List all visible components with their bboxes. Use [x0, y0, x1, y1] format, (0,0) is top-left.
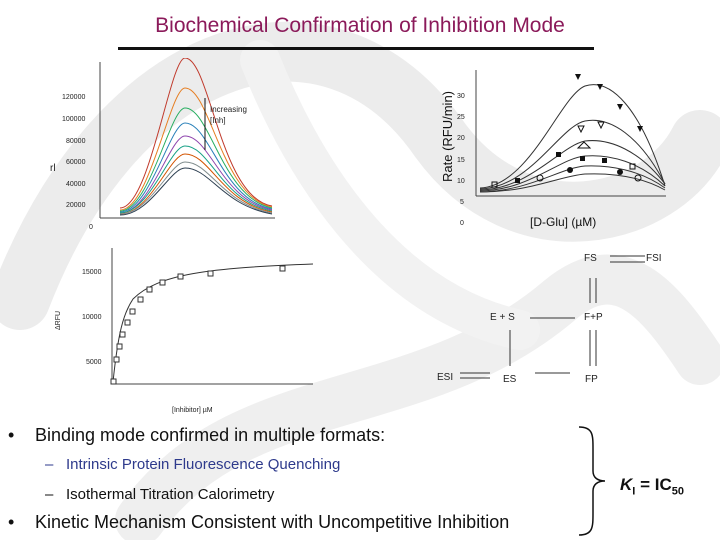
binding-point [117, 344, 122, 349]
sub-bullet-dash: – [45, 456, 54, 473]
kinetic-mechanism-diagram [430, 248, 690, 393]
spectrum-curve [120, 58, 272, 208]
binding-point [130, 309, 135, 314]
rate-point [597, 84, 603, 90]
species-fsi: FSI [646, 253, 662, 264]
rate-y-tick: 20 [457, 135, 465, 142]
spectrum-curve [120, 154, 272, 214]
spectra-y-tick: 80000 [66, 138, 86, 145]
title-underline [118, 47, 594, 50]
bullet-dot: • [8, 425, 15, 445]
rate-y-label: Rate (RFU/min) [440, 90, 455, 182]
rate-y-tick: 5 [460, 199, 464, 206]
sub-bullet-fluorescence: Intrinsic Protein Fluorescence Quenching [66, 456, 341, 473]
rate-y-tick: 0 [460, 220, 464, 227]
rate-point [567, 167, 573, 173]
binding-point [114, 357, 119, 362]
bullet-dot: • [8, 512, 15, 532]
spectra-curves [120, 58, 272, 215]
ki-equals-ic50 [620, 475, 684, 497]
binding-point [178, 274, 183, 279]
rate-fit-curves [480, 85, 665, 192]
spectra-y-tick: 20000 [66, 202, 86, 209]
sub-bullet-itc: Isothermal Titration Calorimetry [66, 486, 275, 503]
species-e-plus-s: E + S [490, 312, 515, 323]
binding-x-label: [Inhibitor] µM [172, 407, 213, 414]
rate-y-tick: 25 [457, 114, 465, 121]
fluorescence-spectra-chart [50, 58, 280, 238]
rate-y-tick: 10 [457, 178, 465, 185]
binding-points [111, 266, 285, 384]
rate-point [575, 74, 581, 80]
rate-point [580, 156, 585, 161]
grouping-brace [575, 425, 615, 537]
rate-point [617, 169, 623, 175]
species-fs: FS [584, 253, 597, 264]
ki-equals: = IC [635, 475, 672, 494]
species-esi: ESI [437, 372, 454, 383]
rate-chart [470, 66, 670, 216]
spectra-annotation-line2: [Inh] [210, 116, 226, 125]
binding-point [208, 271, 213, 276]
spectra-y-label: rl [50, 163, 56, 174]
rate-point [578, 126, 584, 132]
spectra-y-tick: 100000 [62, 116, 86, 123]
binding-point [147, 287, 152, 292]
binding-y-tick: 5000 [86, 359, 102, 366]
rate-point [617, 104, 623, 110]
spectra-y-tick: 40000 [66, 181, 86, 188]
page-title: Biochemical Confirmation of Inhibition Mode [155, 14, 565, 37]
ki-subscript: I [632, 485, 636, 498]
rate-fit-curve [480, 85, 665, 188]
rate-point [598, 122, 604, 128]
binding-point [125, 320, 130, 325]
binding-y-label: ΔRFU [55, 310, 62, 330]
spectra-y-tick: 120000 [62, 94, 86, 101]
binding-curve-chart [108, 244, 318, 389]
ki-k: K [620, 475, 633, 494]
binding-point [138, 297, 143, 302]
rate-point [515, 178, 520, 183]
rate-point [635, 175, 641, 181]
rate-y-tick: 30 [457, 93, 465, 100]
rate-fit-curve [480, 141, 665, 190]
rate-point [602, 158, 607, 163]
rate-y-tick: 15 [457, 157, 465, 164]
bullet-binding-mode: Binding mode confirmed in multiple formats: [35, 425, 386, 445]
binding-point [120, 332, 125, 337]
ic50-subscript: 50 [671, 485, 684, 498]
spectra-y-tick: 60000 [66, 159, 86, 166]
species-f-plus-p: F+P [584, 312, 603, 323]
spectra-annotation-line1: Increasing [210, 105, 247, 114]
binding-y-tick: 10000 [82, 314, 102, 321]
binding-point [280, 266, 285, 271]
species-es: ES [503, 374, 517, 385]
spectrum-curve [120, 136, 272, 213]
binding-point [111, 379, 116, 384]
rate-point [556, 152, 561, 157]
spectra-y-tick: 0 [89, 224, 93, 231]
binding-point [160, 280, 165, 285]
binding-y-tick: 15000 [82, 269, 102, 276]
binding-fit-curve [113, 264, 313, 382]
rate-x-label: [D-Glu] (µM) [530, 215, 597, 229]
bullet-kinetic-mechanism: Kinetic Mechanism Consistent with Uncompetitive Inhibition [35, 512, 510, 532]
species-fp: FP [585, 374, 598, 385]
sub-bullet-dash: – [45, 486, 54, 503]
